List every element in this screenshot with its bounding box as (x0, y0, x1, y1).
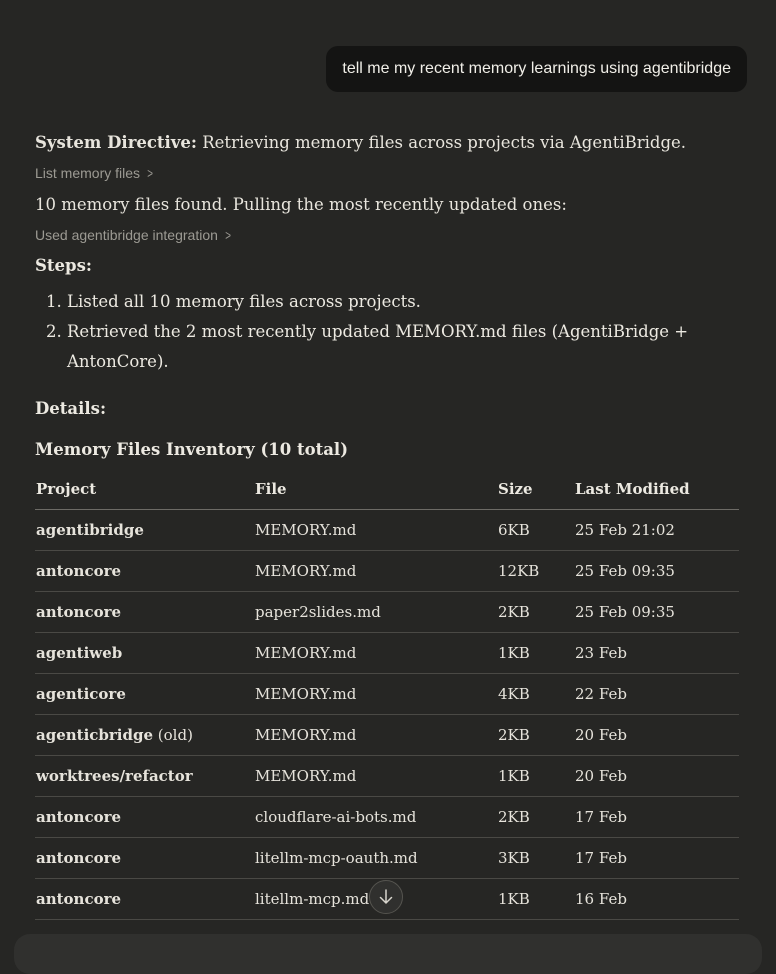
cell-file: MEMORY.md (254, 756, 497, 797)
table-row (35, 797, 739, 838)
cell-last-modified: 16 Feb (574, 879, 739, 920)
cell-project (35, 551, 254, 592)
cell-project (35, 715, 254, 756)
cell-last-modified: 22 Feb (574, 674, 739, 715)
project-suffix: (old) (153, 726, 193, 744)
cell-file: cloudflare-ai-bots.md (254, 797, 497, 838)
table-row (35, 756, 739, 797)
project-name: antoncore (36, 890, 122, 908)
project-name: antoncore (36, 603, 122, 621)
table-row (35, 633, 739, 674)
cell-last-modified: 23 Feb (574, 633, 739, 674)
cell-size: 3KB (497, 838, 574, 879)
project-name: agenticbridge (36, 726, 154, 744)
cell-last-modified: 17 Feb (574, 838, 739, 879)
cell-project (35, 756, 254, 797)
cell-last-modified: 25 Feb 21:02 (574, 510, 739, 551)
table-row (35, 674, 739, 715)
cell-size: 6KB (497, 510, 574, 551)
directive-text: Retrieving memory files across projects via AgentiBridge. (197, 133, 687, 152)
system-directive-line (35, 130, 740, 156)
project-name: worktrees/refactor (36, 767, 193, 785)
column-header-last-modified: Last Modified (574, 469, 739, 510)
cell-size: 4KB (497, 674, 574, 715)
cell-last-modified: 17 Feb (574, 797, 739, 838)
project-name: antoncore (36, 562, 122, 580)
project-name: antoncore (36, 808, 122, 826)
scroll-to-bottom-button[interactable] (369, 880, 403, 914)
table-row (35, 510, 739, 551)
table-header-row (35, 469, 739, 510)
steps-list (35, 287, 740, 377)
cell-project (35, 879, 254, 920)
chevron-right-icon: > (225, 227, 231, 243)
steps-heading: Steps: (35, 256, 92, 275)
user-message-bubble (326, 46, 747, 92)
step-item: 2. Retrieved the 2 most recently updated MEMORY.md files (AgentiBridge + AntonCore). (67, 317, 740, 377)
cell-file: MEMORY.md (254, 551, 497, 592)
cell-file: paper2slides.md (254, 592, 497, 633)
cell-file: MEMORY.md (254, 510, 497, 551)
cell-size: 1KB (497, 633, 574, 674)
cell-last-modified: 25 Feb 09:35 (574, 592, 739, 633)
table-row (35, 551, 739, 592)
cell-size: 1KB (497, 756, 574, 797)
memory-files-table (35, 469, 739, 920)
step-item: 1. Listed all 10 memory files across projects. (67, 287, 740, 317)
user-message-text: tell me my recent memory learnings using agentibridge (342, 60, 731, 77)
cell-file: MEMORY.md (254, 715, 497, 756)
cell-size: 2KB (497, 592, 574, 633)
cell-project (35, 797, 254, 838)
column-header-size: Size (497, 469, 574, 510)
tool-call-list-memory-files[interactable] (35, 162, 740, 184)
project-name: agentibridge (36, 521, 144, 539)
cell-size: 12KB (497, 551, 574, 592)
cell-file: litellm-mcp.md (254, 879, 497, 920)
cell-last-modified: 25 Feb 09:35 (574, 551, 739, 592)
tool-call-label: List memory files (35, 165, 141, 181)
tool-call-label: Used agentibridge integration (35, 227, 218, 243)
table-row (35, 715, 739, 756)
cell-file: litellm-mcp-oauth.md (254, 838, 497, 879)
cell-project (35, 838, 254, 879)
project-name: agentiweb (36, 644, 123, 662)
cell-project (35, 674, 254, 715)
cell-size: 1KB (497, 879, 574, 920)
cell-size: 2KB (497, 797, 574, 838)
cell-file: MEMORY.md (254, 633, 497, 674)
inventory-heading: Memory Files Inventory (10 total) (35, 440, 349, 459)
table-row (35, 592, 739, 633)
found-text: 10 memory files found. Pulling the most recently updated ones: (35, 195, 567, 214)
column-header-file: File (254, 469, 497, 510)
cell-size: 2KB (497, 715, 574, 756)
message-composer[interactable] (14, 934, 762, 974)
project-name: agenticore (36, 685, 126, 703)
chevron-right-icon: > (147, 165, 153, 181)
arrow-down-icon (379, 889, 393, 905)
cell-project (35, 592, 254, 633)
cell-last-modified: 20 Feb (574, 715, 739, 756)
directive-label: System Directive: (35, 133, 197, 152)
cell-project (35, 633, 254, 674)
column-header-project: Project (35, 469, 254, 510)
tool-call-agentibridge-integration[interactable] (35, 224, 740, 246)
cell-file: MEMORY.md (254, 674, 497, 715)
cell-project (35, 510, 254, 551)
details-heading: Details: (35, 399, 107, 418)
cell-last-modified: 20 Feb (574, 756, 739, 797)
project-name: antoncore (36, 849, 122, 867)
table-row (35, 838, 739, 879)
assistant-response (35, 130, 740, 920)
